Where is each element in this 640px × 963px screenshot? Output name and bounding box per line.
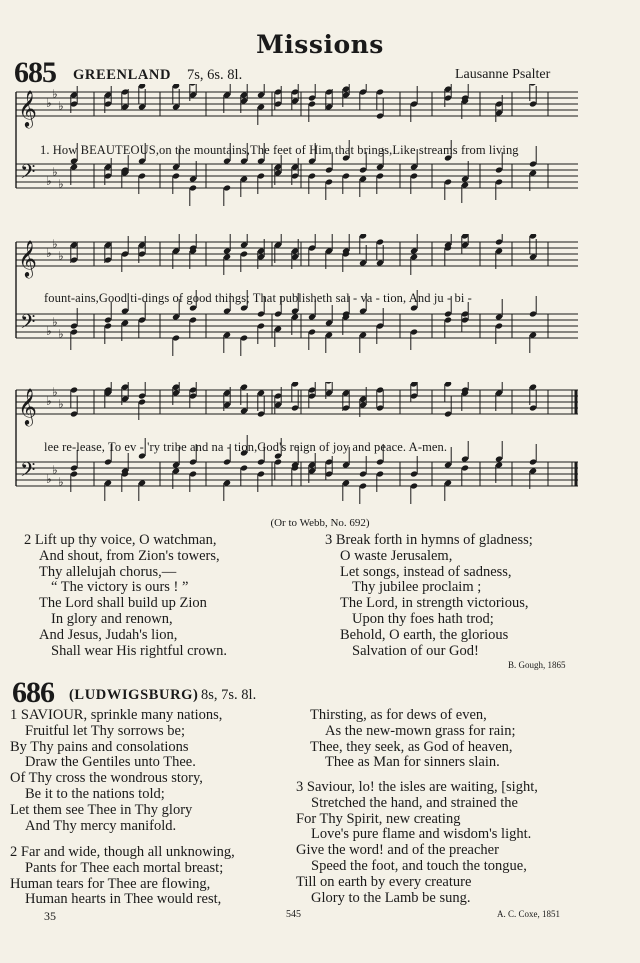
svg-text:♭: ♭ <box>58 397 64 411</box>
hymn-686-verse-3: 3 Saviour, lo! the isles are waiting, [sight, Stretched the hand, and strained the For Thy Spirit, new creating Love's pure flame and wisdom's light. Give the word! and of the preacher Speed the foot, and touch the tongue, Till on earth by every creature Glory to the Lamb be sung. <box>296 779 538 906</box>
hymn-686-author: A. C. Coxe, 1851 <box>497 909 560 919</box>
svg-text:♭: ♭ <box>58 177 64 191</box>
svg-text:♭: ♭ <box>46 324 52 338</box>
svg-text:♭: ♭ <box>46 96 52 110</box>
svg-text:𝄞: 𝄞 <box>18 239 37 277</box>
svg-text:♭: ♭ <box>52 463 58 477</box>
svg-text:♭: ♭ <box>58 99 64 113</box>
hymn-686-verse-1: 1 SAVIOUR, sprinkle many nations, Fruitful let Thy sorrows be; By Thy pains and consolations Draw the Gentiles unto Thee. Of Thy cross the wondrous story, Be it to the nations told; Let them see Thee in Thy glory And Thy mercy manifold. <box>10 707 223 834</box>
svg-text:♭: ♭ <box>52 315 58 329</box>
hymn-685-number: 685 <box>14 56 56 89</box>
svg-text:𝄞: 𝄞 <box>18 387 37 425</box>
hymn-686-number: 686 <box>12 676 54 709</box>
svg-text:♭: ♭ <box>52 87 58 101</box>
svg-text:♭: ♭ <box>52 165 58 179</box>
section-title: Missions <box>256 30 384 59</box>
svg-text:♭: ♭ <box>46 174 52 188</box>
hymn-686-meter: 8s, 7s. 8l. <box>201 687 257 703</box>
hymn-686-verse-2: 2 Far and wide, though all unknowing, Pants for Thee each mortal breast; Human tears for Thee are flowing, Human hearts in Thee would rest, <box>10 844 235 908</box>
hymn-685-composer: Lausanne Psalter <box>455 67 551 82</box>
svg-text:𝄢: 𝄢 <box>20 310 36 338</box>
lyric-line-1: 1. How BEAUTEOUS,on the mountains,The feet of Him that brings,Like streams from living <box>40 143 519 157</box>
svg-text:♭: ♭ <box>46 394 52 408</box>
svg-text:♭: ♭ <box>58 327 64 341</box>
hymn-685-verse-2: 2 Lift up thy voice, O watchman, And shout, from Zion's towers, Thy allelujah chorus,— “ The victory is ours ! ” The Lord shall build up Zion In glory and renown, And Jesus, Judah's lion, Shall wear His rightful crown. <box>24 532 227 659</box>
lyric-line-2: fount-ains,Good ti-dings of good things; That publisheth sal - va - tion, And ju - bi - <box>44 291 472 305</box>
svg-text:♭: ♭ <box>58 475 64 489</box>
svg-text:𝄢: 𝄢 <box>20 160 36 188</box>
svg-text:♭: ♭ <box>52 385 58 399</box>
svg-text:♭: ♭ <box>52 237 58 251</box>
hymn-686-verse-2-continued: Thirsting, as for dews of even, As the new-mown grass for rain; Thee, they seek, as God of heaven, Thee as Man for sinners slain. <box>310 707 516 771</box>
svg-text:♭: ♭ <box>46 246 52 260</box>
hymn-685-verse-3: 3 Break forth in hymns of gladness; O waste Jerusalem, Let songs, instead of sadness, Thy jubilee proclaim ; The Lord, in strength victorious, Upon thy foes hath trod; Behold, O earth, the glorious Salvation of our God! <box>325 532 533 659</box>
hymn-685-tune: GREENLAND <box>73 67 172 83</box>
alt-tune-note: (Or to Webb, No. 692) <box>270 517 370 529</box>
page-number: 545 <box>286 909 301 920</box>
hymn-685-author: B. Gough, 1865 <box>508 660 566 670</box>
lyric-line-3: lee re-lease, To ev - 'ry tribe and na - tion,God's reign of joy and peace. A-men. <box>44 440 448 454</box>
svg-text:𝄢: 𝄢 <box>20 458 36 486</box>
hymn-686-tune: (LUDWIGSBURG) <box>69 687 199 703</box>
svg-text:♭: ♭ <box>46 472 52 486</box>
hymn-685-meter: 7s, 6s. 8l. <box>187 67 243 83</box>
page-signature: 35 <box>44 909 56 923</box>
svg-text:𝄞: 𝄞 <box>18 89 37 127</box>
svg-text:♭: ♭ <box>58 249 64 263</box>
